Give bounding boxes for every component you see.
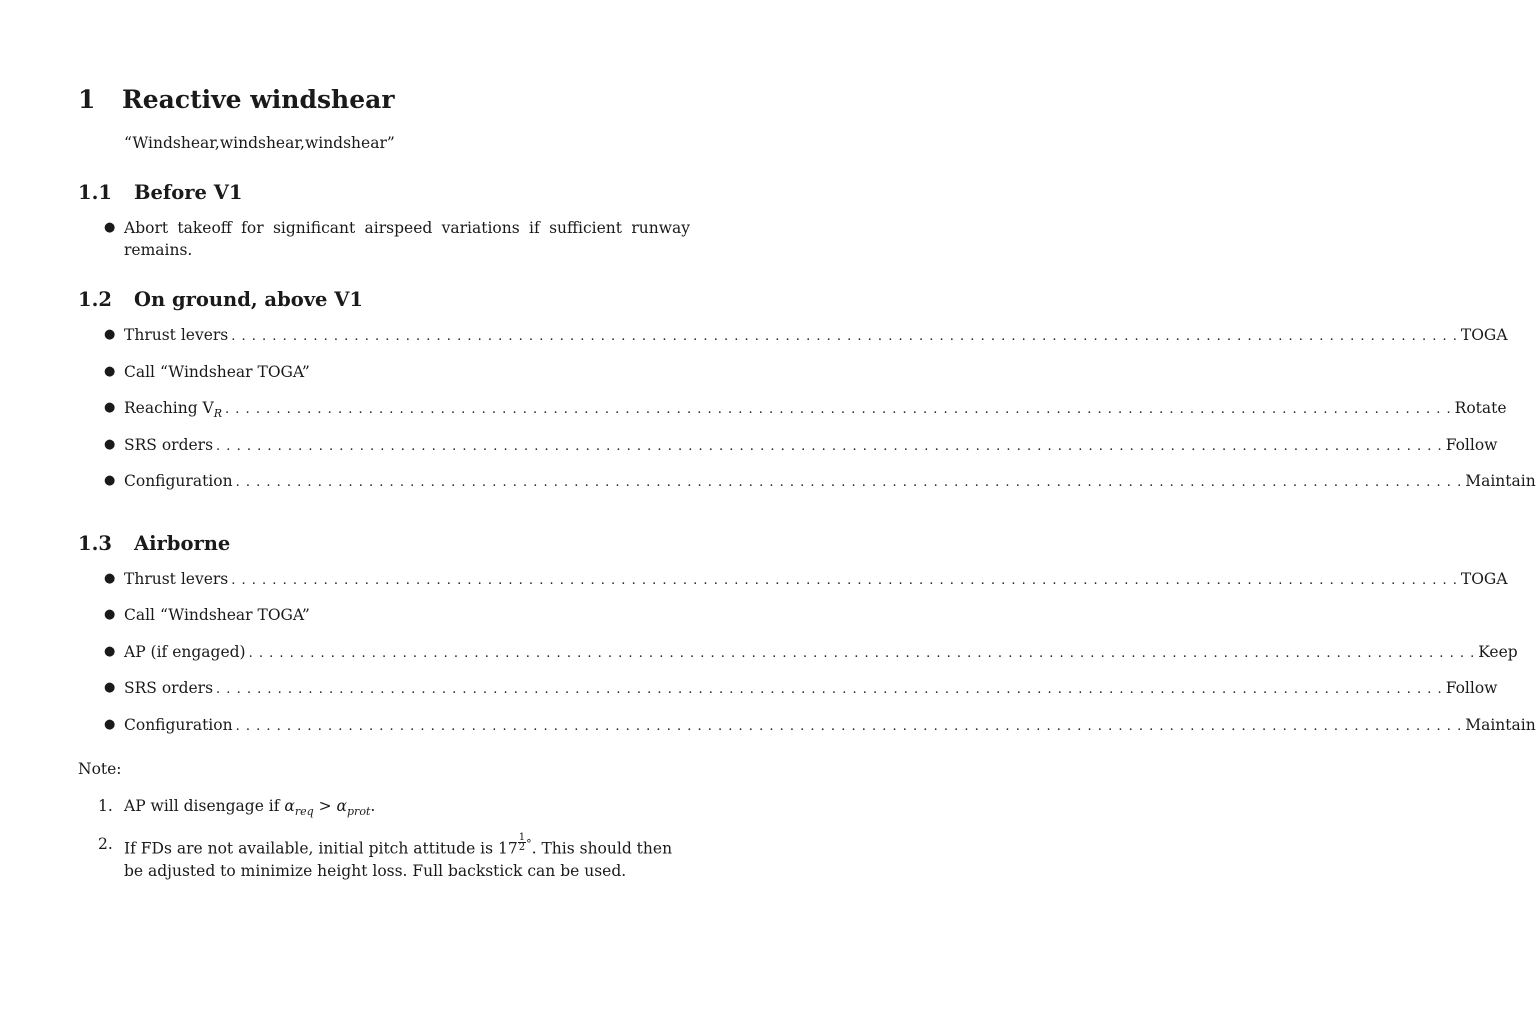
checklist-value: Follow — [1445, 436, 1498, 454]
checklist-label: SRS orders — [124, 679, 214, 697]
checklist-item — [104, 604, 690, 626]
checklist-label: Thrust levers — [124, 570, 229, 588]
bullet-icon: ● — [104, 473, 116, 488]
section-number: 1 — [78, 85, 96, 114]
bullet-icon: ● — [104, 327, 116, 342]
checklist-label: Call “Windshear TOGA” — [124, 606, 310, 624]
checklist-item — [104, 324, 1508, 348]
callout-text: “Windshear,windshear,windshear” — [124, 134, 395, 152]
bullet-icon: ● — [104, 220, 116, 235]
checklist-item — [104, 397, 1507, 425]
list-item — [104, 217, 690, 261]
dot-leader: . . . . . . . . . . . . . . . . . . . . . . . . . . . . . . . . . . . . . . . . . . . . . . . . . . . . . . . . . . . . . . . . . . . . . . . . . . . . . . . . . . . . . . . . . . . . . . . . . . . . . . . . . . . . . . . . . . . . . . . . — [235, 475, 1463, 490]
checklist-item — [104, 434, 1498, 458]
note-item — [98, 833, 690, 882]
checklist-label: SRS orders — [124, 436, 214, 454]
checklist-value: Maintain — [1465, 716, 1536, 734]
note-number: 2. — [98, 835, 113, 853]
subsection-heading-airborne — [78, 532, 230, 555]
note-item — [98, 795, 690, 823]
fraction: $\frac{1}{2}$ — [518, 832, 526, 853]
subsection-number: 1.2 — [78, 288, 112, 311]
checklist-label: Call “Windshear TOGA” — [124, 363, 310, 381]
checklist-label: Reaching $V_R$ — [124, 399, 223, 421]
checklist-label: Configuration — [124, 716, 233, 734]
subsection-title: On ground, above V1 — [134, 288, 363, 311]
dot-leader: . . . . . . . . . . . . . . . . . . . . . . . . . . . . . . . . . . . . . . . . . . . . . . . . . . . . . . . . . . . . . . . . . . . . . . . . . . . . . . . . . . . . . . . . . . . . . . . . . . . . . . . . . . . . . . . . . . . . . . . . — [231, 573, 1458, 588]
checklist-item — [104, 641, 1518, 665]
checklist-item — [104, 677, 1498, 701]
bullet-icon: ● — [104, 680, 116, 695]
checklist-value: Rotate — [1454, 399, 1507, 417]
dot-leader: . . . . . . . . . . . . . . . . . . . . . . . . . . . . . . . . . . . . . . . . . . . . . . . . . . . . . . . . . . . . . . . . . . . . . . . . . . . . . . . . . . . . . . . . . . . . . . . . . . . . . . . . . . . . . . . . . . . . . . . . — [248, 646, 1476, 661]
checklist-item — [104, 568, 1508, 592]
bullet-icon: ● — [104, 364, 116, 379]
checklist-label: AP (if engaged) — [124, 643, 246, 661]
list-item-text: Abort takeoff for significant airspeed variations if sufficient runway remains. — [124, 219, 690, 259]
dot-leader: . . . . . . . . . . . . . . . . . . . . . . . . . . . . . . . . . . . . . . . . . . . . . . . . . . . . . . . . . . . . . . . . . . . . . . . . . . . . . . . . . . . . . . . . . . . . . . . . . . . . . . . . . . . . . . . . . . . . . . . . — [235, 719, 1463, 734]
checklist-value: Keep — [1478, 643, 1518, 661]
subsection-title: Airborne — [134, 532, 231, 555]
dot-leader: . . . . . . . . . . . . . . . . . . . . . . . . . . . . . . . . . . . . . . . . . . . . . . . . . . . . . . . . . . . . . . . . . . . . . . . . . . . . . . . . . . . . . . . . . . . . . . . . . . . . . . . . . . . . . . . . . . . . . . . . — [216, 439, 1443, 454]
note-number: 1. — [98, 797, 113, 815]
subsection-heading-on-ground — [78, 288, 363, 311]
section-title: Reactive windshear — [122, 85, 395, 114]
subsection-number: 1.3 — [78, 532, 112, 555]
subsection-heading-before-v1 — [78, 181, 242, 204]
checklist-value: TOGA — [1460, 570, 1508, 588]
note-text: If FDs are not available, initial pitch attitude is 17 $\frac{1}{2}$ °. This should then be adjusted to minimize height loss. Full backstick can be used. — [124, 832, 673, 880]
note-label: Note: — [78, 760, 122, 778]
bullet-icon: ● — [104, 400, 116, 415]
dot-leader: . . . . . . . . . . . . . . . . . . . . . . . . . . . . . . . . . . . . . . . . . . . . . . . . . . . . . . . . . . . . . . . . . . . . . . . . . . . . . . . . . . . . . . . . . . . . . . . . . . . . . . . . . . . . . . . . . . . . . . . . — [225, 402, 1452, 417]
checklist-label: Thrust levers — [124, 326, 229, 344]
bullet-icon: ● — [104, 607, 116, 622]
checklist-item — [104, 714, 1536, 738]
note-text: AP will disengage if $\alpha_{req} > \alpha_{prot}$. — [124, 797, 376, 819]
bullet-icon: ● — [104, 571, 116, 586]
checklist-item — [104, 470, 1536, 494]
checklist-value: TOGA — [1460, 326, 1508, 344]
dot-leader: . . . . . . . . . . . . . . . . . . . . . . . . . . . . . . . . . . . . . . . . . . . . . . . . . . . . . . . . . . . . . . . . . . . . . . . . . . . . . . . . . . . . . . . . . . . . . . . . . . . . . . . . . . . . . . . . . . . . . . . . — [216, 682, 1443, 697]
bullet-icon: ● — [104, 644, 116, 659]
checklist-item — [104, 361, 690, 383]
bullet-icon: ● — [104, 717, 116, 732]
dot-leader: . . . . . . . . . . . . . . . . . . . . . . . . . . . . . . . . . . . . . . . . . . . . . . . . . . . . . . . . . . . . . . . . . . . . . . . . . . . . . . . . . . . . . . . . . . . . . . . . . . . . . . . . . . . . . . . . . . . . . . . . — [231, 329, 1458, 344]
bullet-icon: ● — [104, 437, 116, 452]
section-heading — [78, 85, 395, 114]
checklist-label: Configuration — [124, 472, 233, 490]
subsection-number: 1.1 — [78, 181, 112, 204]
checklist-value: Follow — [1445, 679, 1498, 697]
subsection-title: Before V1 — [134, 181, 243, 204]
checklist-value: Maintain — [1465, 472, 1536, 490]
